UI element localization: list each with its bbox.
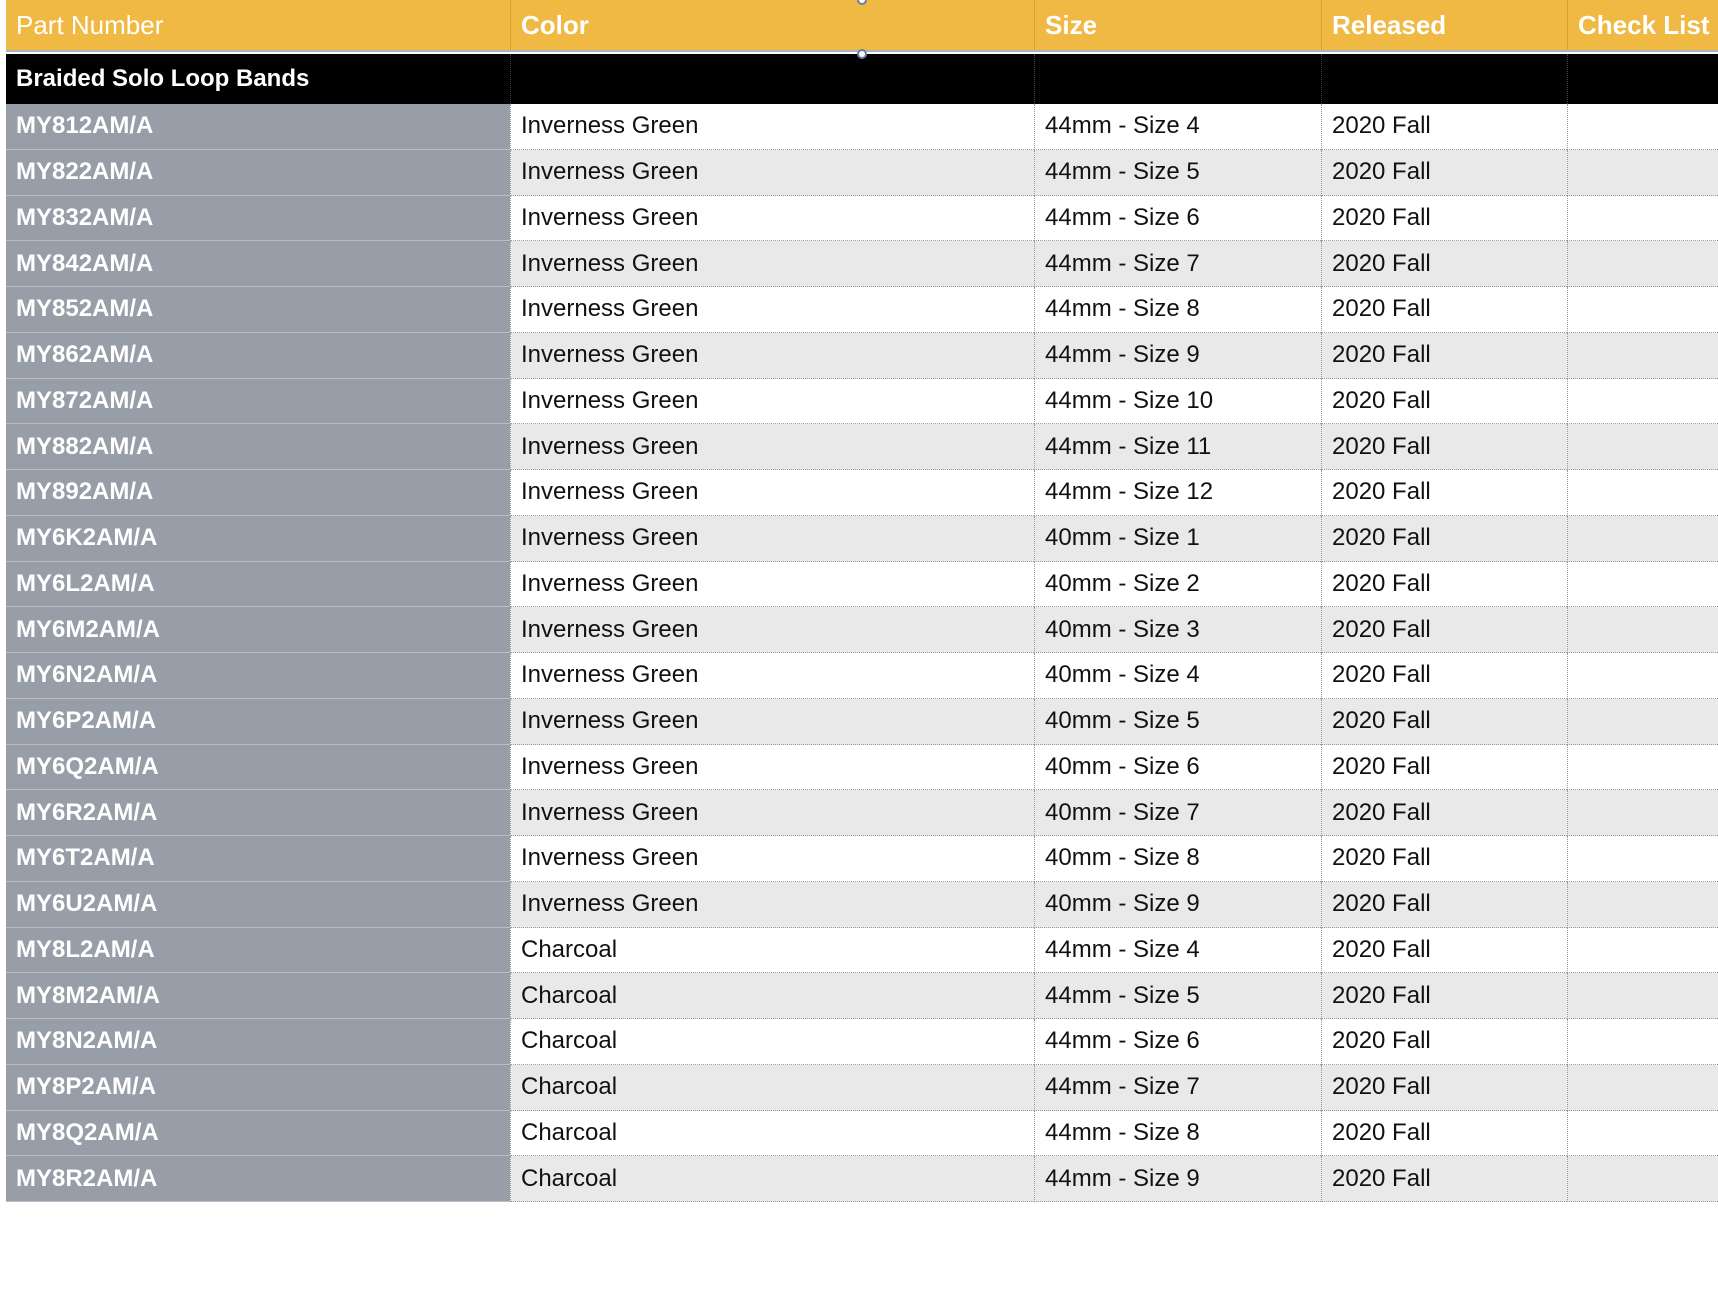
size-cell[interactable]: 40mm - Size 7 (1034, 790, 1321, 836)
table-row (6, 928, 1718, 974)
color-cell[interactable]: Charcoal (510, 1019, 1034, 1065)
color-cell[interactable]: Inverness Green (510, 241, 1034, 287)
size-cell[interactable]: 44mm - Size 7 (1034, 1065, 1321, 1111)
size-cell[interactable]: 40mm - Size 1 (1034, 516, 1321, 562)
size-cell[interactable]: 44mm - Size 9 (1034, 333, 1321, 379)
color-cell[interactable]: Inverness Green (510, 424, 1034, 470)
size-cell[interactable]: 44mm - Size 12 (1034, 470, 1321, 516)
check-list-cell[interactable] (1567, 973, 1718, 1019)
released-cell[interactable]: 2020 Fall (1321, 653, 1567, 699)
released-cell[interactable]: 2020 Fall (1321, 196, 1567, 242)
part-number-cell[interactable]: MY6Q2AM/A (6, 745, 510, 791)
table-row (6, 607, 1718, 653)
check-list-cell[interactable] (1567, 1156, 1718, 1202)
table-cell[interactable] (1321, 54, 1567, 104)
table-row (6, 287, 1718, 333)
check-list-cell[interactable] (1567, 104, 1718, 150)
table-row (6, 699, 1718, 745)
size-cell[interactable]: 44mm - Size 9 (1034, 1156, 1321, 1202)
released-cell[interactable]: 2020 Fall (1321, 607, 1567, 653)
part-number-cell[interactable]: MY6M2AM/A (6, 607, 510, 653)
part-number-cell[interactable]: MY6P2AM/A (6, 699, 510, 745)
color-cell[interactable]: Inverness Green (510, 333, 1034, 379)
color-cell[interactable]: Inverness Green (510, 104, 1034, 150)
color-cell[interactable]: Inverness Green (510, 379, 1034, 425)
check-list-cell[interactable] (1567, 333, 1718, 379)
color-cell[interactable]: Inverness Green (510, 470, 1034, 516)
color-cell[interactable]: Charcoal (510, 1065, 1034, 1111)
table-row (6, 790, 1718, 836)
color-cell[interactable]: Inverness Green (510, 562, 1034, 608)
part-number-cell[interactable]: MY6L2AM/A (6, 562, 510, 608)
check-list-cell[interactable] (1567, 241, 1718, 287)
released-cell[interactable]: 2020 Fall (1321, 516, 1567, 562)
table-row (6, 196, 1718, 242)
table-row (6, 653, 1718, 699)
part-number-cell[interactable]: MY822AM/A (6, 150, 510, 196)
table-row (6, 104, 1718, 150)
released-cell[interactable]: 2020 Fall (1321, 973, 1567, 1019)
size-cell[interactable]: 40mm - Size 4 (1034, 653, 1321, 699)
released-cell[interactable]: 2020 Fall (1321, 1111, 1567, 1157)
color-cell[interactable]: Inverness Green (510, 836, 1034, 882)
released-cell[interactable]: 2020 Fall (1321, 790, 1567, 836)
size-cell[interactable]: 44mm - Size 8 (1034, 287, 1321, 333)
part-number-cell[interactable]: MY832AM/A (6, 196, 510, 242)
group-title[interactable]: Braided Solo Loop Bands (16, 65, 310, 92)
color-cell[interactable]: Charcoal (510, 1156, 1034, 1202)
header-row (6, 0, 1718, 52)
header-part-number[interactable]: Part Number (16, 9, 164, 40)
header-check-list[interactable]: Check List (1567, 0, 1718, 50)
size-cell[interactable]: 44mm - Size 5 (1034, 973, 1321, 1019)
table-row (6, 1065, 1718, 1111)
part-number-cell[interactable]: MY862AM/A (6, 333, 510, 379)
check-list-cell[interactable] (1567, 790, 1718, 836)
part-number-cell[interactable]: MY6T2AM/A (6, 836, 510, 882)
color-cell[interactable]: Charcoal (510, 973, 1034, 1019)
table-row (6, 745, 1718, 791)
color-cell[interactable]: Inverness Green (510, 287, 1034, 333)
check-list-cell[interactable] (1567, 150, 1718, 196)
color-cell[interactable]: Inverness Green (510, 150, 1034, 196)
size-cell[interactable]: 44mm - Size 11 (1034, 424, 1321, 470)
released-cell[interactable]: 2020 Fall (1321, 836, 1567, 882)
size-cell[interactable]: 40mm - Size 2 (1034, 562, 1321, 608)
size-cell[interactable]: 40mm - Size 5 (1034, 699, 1321, 745)
table-row (6, 973, 1718, 1019)
part-number-cell[interactable]: MY6U2AM/A (6, 882, 510, 928)
check-list-cell[interactable] (1567, 836, 1718, 882)
table-row (6, 562, 1718, 608)
table-row (6, 882, 1718, 928)
size-cell[interactable]: 40mm - Size 8 (1034, 836, 1321, 882)
check-list-cell[interactable] (1567, 1065, 1718, 1111)
check-list-cell[interactable] (1567, 745, 1718, 791)
part-number-cell[interactable]: MY8L2AM/A (6, 928, 510, 974)
size-cell[interactable]: 44mm - Size 8 (1034, 1111, 1321, 1157)
part-number-cell[interactable]: MY6K2AM/A (6, 516, 510, 562)
released-cell[interactable]: 2020 Fall (1321, 745, 1567, 791)
released-cell[interactable]: 2020 Fall (1321, 241, 1567, 287)
part-number-cell[interactable]: MY882AM/A (6, 424, 510, 470)
released-cell[interactable]: 2020 Fall (1321, 104, 1567, 150)
column-resize-handle[interactable] (857, 49, 867, 59)
check-list-cell[interactable] (1567, 1111, 1718, 1157)
check-list-cell[interactable] (1567, 1019, 1718, 1065)
table-row (6, 470, 1718, 516)
size-cell[interactable]: 44mm - Size 10 (1034, 379, 1321, 425)
group-row (6, 54, 1718, 104)
check-list-cell[interactable] (1567, 470, 1718, 516)
part-number-cell[interactable]: MY8P2AM/A (6, 1065, 510, 1111)
part-number-cell[interactable]: MY892AM/A (6, 470, 510, 516)
table-row (6, 1156, 1718, 1202)
header-color[interactable]: Color (510, 0, 1034, 50)
released-cell[interactable]: 2020 Fall (1321, 699, 1567, 745)
color-cell[interactable]: Inverness Green (510, 699, 1034, 745)
check-list-cell[interactable] (1567, 424, 1718, 470)
table-row (6, 1111, 1718, 1157)
color-cell[interactable]: Inverness Green (510, 745, 1034, 791)
check-list-cell[interactable] (1567, 928, 1718, 974)
size-cell[interactable]: 44mm - Size 7 (1034, 241, 1321, 287)
size-cell[interactable]: 40mm - Size 9 (1034, 882, 1321, 928)
table-cell[interactable] (1567, 54, 1718, 104)
size-cell[interactable]: 44mm - Size 6 (1034, 196, 1321, 242)
table-row (6, 424, 1718, 470)
table-cell[interactable] (1034, 54, 1321, 104)
released-cell[interactable]: 2020 Fall (1321, 1019, 1567, 1065)
color-cell[interactable]: Inverness Green (510, 790, 1034, 836)
part-number-cell[interactable]: MY6N2AM/A (6, 653, 510, 699)
header-size[interactable]: Size (1034, 0, 1321, 50)
released-cell[interactable]: 2020 Fall (1321, 1065, 1567, 1111)
check-list-cell[interactable] (1567, 699, 1718, 745)
part-number-cell[interactable]: MY8N2AM/A (6, 1019, 510, 1065)
size-cell[interactable]: 44mm - Size 5 (1034, 150, 1321, 196)
part-number-cell[interactable]: MY6R2AM/A (6, 790, 510, 836)
size-cell[interactable]: 40mm - Size 3 (1034, 607, 1321, 653)
check-list-cell[interactable] (1567, 196, 1718, 242)
color-cell[interactable]: Inverness Green (510, 607, 1034, 653)
color-cell[interactable]: Charcoal (510, 1111, 1034, 1157)
color-cell[interactable]: Inverness Green (510, 516, 1034, 562)
part-number-cell[interactable]: MY842AM/A (6, 241, 510, 287)
check-list-cell[interactable] (1567, 379, 1718, 425)
released-cell[interactable]: 2020 Fall (1321, 333, 1567, 379)
released-cell[interactable]: 2020 Fall (1321, 562, 1567, 608)
size-cell[interactable]: 44mm - Size 4 (1034, 104, 1321, 150)
released-cell[interactable]: 2020 Fall (1321, 287, 1567, 333)
released-cell[interactable]: 2020 Fall (1321, 1156, 1567, 1202)
table-row (6, 836, 1718, 882)
color-cell[interactable]: Charcoal (510, 928, 1034, 974)
header-released[interactable]: Released (1321, 0, 1567, 50)
color-cell[interactable]: Inverness Green (510, 882, 1034, 928)
released-cell[interactable]: 2020 Fall (1321, 424, 1567, 470)
check-list-cell[interactable] (1567, 287, 1718, 333)
released-cell[interactable]: 2020 Fall (1321, 928, 1567, 974)
part-number-cell[interactable]: MY8Q2AM/A (6, 1111, 510, 1157)
table-row (6, 1019, 1718, 1065)
check-list-cell[interactable] (1567, 562, 1718, 608)
part-number-cell[interactable]: MY852AM/A (6, 287, 510, 333)
check-list-cell[interactable] (1567, 882, 1718, 928)
part-number-cell[interactable]: MY812AM/A (6, 104, 510, 150)
table-row (6, 516, 1718, 562)
check-list-cell[interactable] (1567, 653, 1718, 699)
table-cell[interactable] (510, 54, 1034, 104)
check-list-cell[interactable] (1567, 607, 1718, 653)
size-cell[interactable]: 44mm - Size 6 (1034, 1019, 1321, 1065)
table-row (6, 379, 1718, 425)
color-cell[interactable]: Inverness Green (510, 196, 1034, 242)
size-cell[interactable]: 40mm - Size 6 (1034, 745, 1321, 791)
table-row (6, 333, 1718, 379)
table-row (6, 241, 1718, 287)
part-number-cell[interactable]: MY8R2AM/A (6, 1156, 510, 1202)
released-cell[interactable]: 2020 Fall (1321, 379, 1567, 425)
color-cell[interactable]: Inverness Green (510, 653, 1034, 699)
released-cell[interactable]: 2020 Fall (1321, 150, 1567, 196)
released-cell[interactable]: 2020 Fall (1321, 470, 1567, 516)
part-number-cell[interactable]: MY872AM/A (6, 379, 510, 425)
size-cell[interactable]: 44mm - Size 4 (1034, 928, 1321, 974)
part-number-cell[interactable]: MY8M2AM/A (6, 973, 510, 1019)
check-list-cell[interactable] (1567, 516, 1718, 562)
table-row (6, 150, 1718, 196)
released-cell[interactable]: 2020 Fall (1321, 882, 1567, 928)
